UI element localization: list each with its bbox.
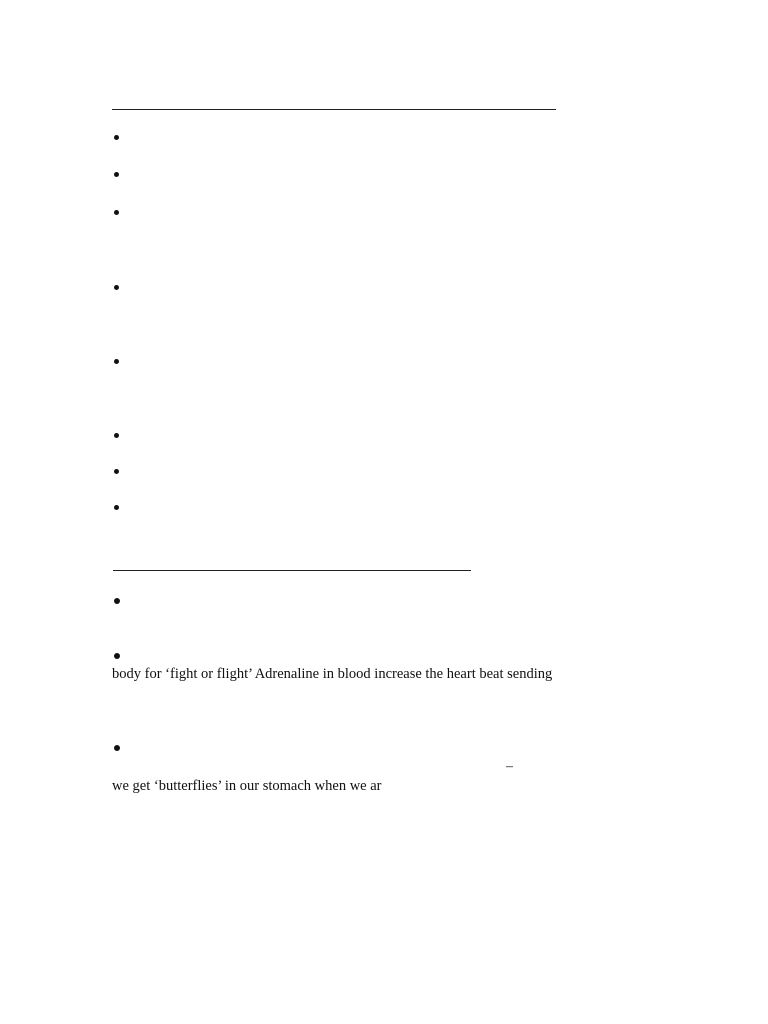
- section-2-text-line-2: we get ‘butterflies’ in our stomach when we ar: [112, 778, 382, 794]
- section-2-bullet-2: [114, 653, 120, 659]
- section-2-bullet-1: [114, 598, 120, 604]
- section-2-bullet-3: [114, 745, 120, 751]
- section-1-bullet-2: [114, 172, 119, 177]
- section-1-bullet-4: [114, 285, 119, 290]
- section-1-bullet-7: [114, 469, 119, 474]
- section-1-bullet-8: [114, 505, 119, 510]
- section-2-dash: –: [506, 759, 513, 774]
- section-1-heading-underline: [112, 109, 556, 110]
- section-1-bullet-3: [114, 210, 119, 215]
- section-1-bullet-1: [114, 135, 119, 140]
- section-1-bullet-5: [114, 359, 119, 364]
- section-2-heading-underline: [113, 570, 471, 571]
- section-2-text-line-1: body for ‘fight or flight’ Adrenaline in blood increase the heart beat sending: [112, 666, 553, 682]
- section-1-bullet-6: [114, 433, 119, 438]
